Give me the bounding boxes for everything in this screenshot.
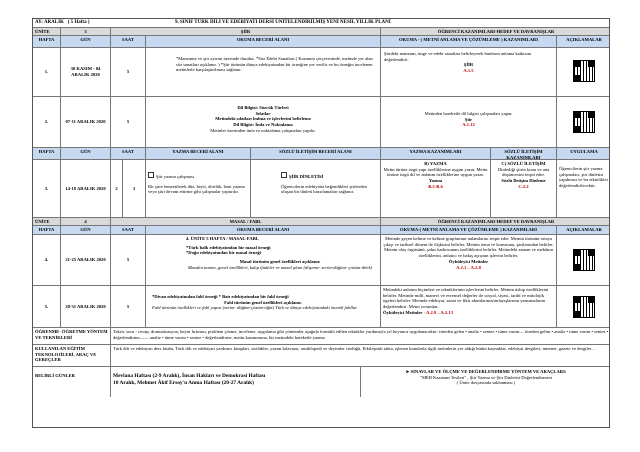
uygulama-cell: Öğrencilerin şiir yazma çalışmaları, şiir dinletisi yapılması ve bu etkinlikler değerlendirilecektir. bbox=[559, 166, 609, 189]
col-kazanim: OKUMA - ( METNİ ANLAMA VE ÇÖZÜMLEME ) KAZANIMLARI bbox=[381, 36, 557, 47]
writing-kazanim-label: Yazma bbox=[428, 178, 443, 184]
writing-text: Bir şiire benzetilerek düz, beyit, dörtlük, bent yazma veya şiiri devam ettirme gibi çalışmalar yaptırılır. bbox=[148, 183, 245, 195]
week-hours-a: 2 bbox=[115, 185, 118, 191]
reading-content bbox=[146, 97, 381, 147]
assessment-title: SINAVLAR VE ÖLÇME VE DEĞERLENDİRME YÖNTEM VE ARAÇLARI: bbox=[410, 369, 567, 374]
writing-kazanim-text: Metin türüne özgü yapı özelliklerine uygun yazar. Metin türüne özgü dil ve anlatım özelliklerine uygun yazar. bbox=[383, 166, 488, 178]
speaking-content bbox=[251, 160, 381, 217]
writing-content bbox=[146, 160, 251, 217]
unit3b-column-headers bbox=[33, 148, 609, 160]
col-hafta: HAFTA bbox=[33, 148, 61, 159]
assessment-cell bbox=[361, 367, 611, 397]
unit-intro-title: 4. ÜNİTE 5 HAFTA / MASAL-FABL bbox=[186, 236, 259, 241]
kazanim-code: A.1.12 bbox=[462, 122, 475, 128]
kazanim-text: Metinden hareketle dil bilgisi çalışmaları yapar. bbox=[424, 111, 513, 116]
tools-row bbox=[33, 345, 609, 367]
week-hours: 5 bbox=[126, 303, 130, 309]
unit-name: ŞİİR bbox=[111, 28, 381, 35]
writing-kazanim-cell bbox=[381, 160, 491, 217]
reading-line: Masal türünün genel özellikleri açıklanır. bbox=[239, 259, 321, 265]
reading-content: *Manzume ve şiir ayrımı üzerinde durulur. *Söz Edebi Sanatları ( Kazanım çerçevesinde, metinde yer alan söz sanatları açıklanır. ) *Şiir türünün dünya edebiyatından bir örneğine yer verilir ve bu örneğin incelenen metinlerle karşılaştırılması sağlanır. bbox=[146, 48, 381, 96]
qr-code-icon[interactable] bbox=[573, 249, 595, 271]
week-date: 28-31 ARALIK 2020 bbox=[65, 303, 106, 309]
week5-row bbox=[33, 286, 609, 328]
speaking-text: Öğrencilerin edebiyatta beğendikleri şiirlerden oluşan bir dinleti hazırlamaları sağlanır. bbox=[281, 183, 367, 195]
qr-code-icon[interactable] bbox=[573, 296, 595, 318]
writing-kazanim-code: B.5-B.6 bbox=[428, 183, 443, 189]
unit4-column-headers bbox=[33, 226, 609, 235]
methods-row bbox=[33, 328, 609, 345]
week3-row bbox=[33, 160, 609, 218]
week-number: 2. bbox=[44, 119, 49, 125]
reading-line: *Divan edebiyatından fabl örneği * Batı edebiyatından bir fabl örneği bbox=[152, 294, 289, 299]
month-label: AY: ARALIK bbox=[35, 20, 64, 25]
tools-text: Türk dili ve edebiyatı ders kitabı, Türk dili ve edebiyatı yardımcı kitapları, sözlükler, yazım kılavuzu, ansiklopedi ve deyimler sözlüğü, Etkileşimli tahta, işlenen konularla ilgili metinlerin yer aldığı bütün kaynaklar, edebiyat dergileri, internet, gazete ve dergiler… bbox=[113, 346, 596, 351]
qr-code-icon[interactable] bbox=[573, 111, 595, 133]
yearly-plan-sheet bbox=[32, 18, 610, 428]
unit3-column-headers bbox=[33, 36, 609, 48]
reading-line: *Doğu edebiyatından bir masal örneği bbox=[186, 250, 261, 256]
assessment-line: ( Ünite dosyasında saklanması ) bbox=[456, 380, 516, 386]
week-hours-b: 3 bbox=[132, 185, 136, 191]
kazanim-text: Metinde geçen kelime ve kelime gruplarının anlamlarını tespit eder. Metnin türünün ortaya çıkışı ve tarihsel dönem ile ilişkisini belirler. Metnin tema ve konusunu, şartlarından belirler. Metnin olay örgüsünü, şahıs kadrosunun özelliklerini belirler. Metindeki zaman ve mekânın özelliklerini, anlatıcı ve bakış açısının işlevini belirler. bbox=[383, 236, 554, 259]
col-saat: SAAT bbox=[111, 148, 146, 159]
kazanim-label: Şiir bbox=[464, 116, 473, 122]
grammar-line: Dil Bilgisi: İmla ve Noktalama bbox=[233, 122, 293, 128]
kazanim-code: A.1.5 bbox=[463, 68, 474, 74]
col-saat: SAAT bbox=[111, 226, 146, 234]
title-row bbox=[33, 19, 609, 28]
tools-label: KULLANILAN EĞİTİM TEKNOLOJİLERİ, ARAÇ VE GEREÇLER bbox=[33, 345, 111, 366]
kazanim-code: A.2.9 – A.2.13 bbox=[426, 309, 454, 315]
week-hours: 5 bbox=[126, 69, 130, 75]
col-yazma: YAZMA BECERİ ALANI bbox=[146, 148, 251, 159]
col-aciklama: AÇIKLAMALAR bbox=[566, 37, 602, 42]
week-date: 21-25 ARALIK 2020 bbox=[65, 257, 106, 263]
col-yazma-kazanim: YAZMA KAZANIMLARI bbox=[381, 148, 491, 159]
week4-row bbox=[33, 235, 609, 286]
unit-label: ÜNİTE bbox=[33, 28, 61, 35]
unit-label: ÜNİTE bbox=[33, 218, 61, 225]
week1-row bbox=[33, 48, 609, 97]
kazanim-cell bbox=[381, 97, 557, 147]
reading-line: Masalın tanımı, genel özellikleri, kalıp ifadeler ve masal planı (döşeme- serim-düğüm- çözüm-dilek) bbox=[187, 264, 373, 270]
speaking-kazanim-label: Sözlü İletişim Dinleme bbox=[501, 178, 546, 184]
week-number: 5. bbox=[44, 303, 49, 309]
kazanim-cell bbox=[381, 48, 557, 96]
col-gun: GÜN bbox=[61, 36, 111, 47]
kazanim-text: Şiirdeki manzum, imge ve edebi sanatları belirleyerek bunların anlama katkısını değerlendirir. bbox=[384, 51, 532, 62]
reading-content bbox=[146, 235, 381, 285]
methods-text: Takrir, soru - cevap, dramatizasyon, beyin fırtınası, problem çözme, inceleme, uygulama gibi yöntemler aşağıda formülü edilen teknikler yardımıyla yıl boyunca uygulanacaktır: türeden gelen • analiz • sentez • tüme varım— türeden gelim • analiz • tüme varım • sentez • değerlendirme—— analiz • tüme varım • sentez • değerlendirme, metin kazanımına, bir metindeki hareketle yazma bbox=[113, 329, 609, 340]
week-number: 4. bbox=[44, 257, 49, 263]
kazanim-text: Metindeki anlatım biçimleri ve tekniklerinin işlevlerini belirler. Metnin üslup özelliklerini belirler. Metinde milli, manevi ve evrensel değerler ile sosyal, siyasi, tarihî ve mitolojik ögeleri belirler. Metinde edebiyat, sanat ve fikir akımlarının/anlayışlarının yansımalarını değerlendirir. Metni yorumlar. bbox=[383, 287, 549, 310]
week-date: 14-18 ARALIK 2020 bbox=[65, 185, 106, 191]
reading-line: Fabl türünün genel özellikleri açıklanır. bbox=[224, 299, 302, 305]
assessment-line: "MEB Kazanım Testleri" , Şiir Yazma ve Şiir Dinletisi Değerlendirmesi bbox=[420, 374, 552, 380]
kazanim-cell: Metindeki anlatım biçimleri ve tekniklerinin işlevlerini belirler. Metnin üslup özelliklerini belirler. Metinde milli, manevi ve evrensel değerler ile sosyal, siyasi, tarihî ve mitolojik ögeleri belirler. Metinde edebiyat, sanat ve fikir akımlarının/anlayışlarının yansımalarını değerlendirir. Metni yorumlar. Öyküleyici Metinler : A.2.9 – A.2.13 bbox=[381, 286, 557, 327]
special-days-label: BELİRLİ GÜNLER bbox=[33, 367, 111, 397]
col-sozlu: SÖZLÜ İLETİŞİM BECERİ ALANI bbox=[251, 148, 381, 159]
reading-line: *Türk halk edebiyatından bir masal örneği bbox=[186, 244, 271, 250]
special-days-row bbox=[33, 367, 609, 397]
speaking-kazanim-text: Dinlediği şiirin konu ve ana düşüncesini tespit eder. bbox=[497, 166, 550, 178]
col-gun: GÜN bbox=[61, 148, 111, 159]
writing-title: Şiir yazma çalışması bbox=[156, 174, 195, 179]
qr-cell bbox=[557, 48, 611, 96]
col-okuma: OKUMA BECERİ ALANI bbox=[146, 226, 381, 234]
kazanim-header: ÖĞRENCİ KAZANIMLARI-HEDEF VE DAVRANIŞLAR bbox=[437, 29, 555, 34]
kazanim-label: ŞİİR bbox=[463, 62, 474, 68]
col-aciklama: AÇIKLAMALAR bbox=[566, 227, 602, 232]
col-okuma: OKUMA BECERİ ALANI bbox=[146, 36, 381, 47]
special-days-line: 10 Aralık, Mehmet Âkif Ersoy'u Anma Haftası (20-27 Aralık) bbox=[113, 379, 254, 386]
speaking-title: ŞİİR DİNLETİSİ bbox=[289, 174, 324, 179]
week-date: 07-11 ARALIK 2020 bbox=[65, 119, 106, 125]
arrow-icon: ➤ bbox=[405, 369, 410, 374]
qr-cell bbox=[557, 235, 611, 285]
col-uygulama: UYGULAMA bbox=[570, 149, 598, 154]
grammar-line: Sıfatlar bbox=[255, 110, 271, 116]
week-count: ( 5 Hafta ) bbox=[67, 20, 90, 25]
pencil-icon bbox=[148, 172, 154, 178]
reading-content bbox=[146, 286, 381, 327]
qr-cell bbox=[557, 97, 611, 147]
kazanim-label: Öyküleyici Metinler bbox=[448, 258, 489, 264]
kazanim-code: A.2.1 – A.2.8 bbox=[456, 264, 481, 270]
speaking-kazanim-cell bbox=[491, 160, 557, 217]
unit-number: 4 bbox=[61, 218, 111, 225]
week-number: 3. bbox=[44, 185, 49, 191]
grammar-line: Dil Bilgisi: Sözcük Türleri bbox=[237, 105, 289, 110]
week-date: 30 KASIM - 04 ARALIK 2020 bbox=[70, 66, 101, 77]
unit3-header-row bbox=[33, 28, 609, 36]
week-hours: 5 bbox=[126, 257, 130, 263]
col-kazanim: OKUMA-( METNİ ANLAMA VE ÇÖZÜMLEME ) KAZANIMLARI bbox=[381, 226, 557, 234]
qr-cell bbox=[557, 286, 611, 327]
kazanim-header: ÖĞRENCİ KAZANIMLARI-HEDEF VE DAVRANIŞLAR bbox=[437, 219, 555, 224]
week-hours: 5 bbox=[126, 119, 130, 125]
col-sozlu-kazanim: SÖZLÜ İLETİŞİM KAZANIMLARI bbox=[491, 148, 557, 159]
grammar-line: Metindeki sıfatları bulma ve işlevlerini belirleme bbox=[215, 116, 311, 122]
grammar-line: Metinler üzerinden imla ve noktalama çalışmaları yapılır. bbox=[210, 127, 316, 133]
speaking-kazanim-title: C) SÖZLÜ İLETİŞİM bbox=[501, 161, 546, 166]
unit-name: MASAL / FABL bbox=[111, 218, 381, 225]
week2-row bbox=[33, 97, 609, 148]
kazanim-label: Öyküleyici Metinler bbox=[383, 309, 423, 315]
col-saat: SAAT bbox=[111, 36, 146, 47]
microphone-icon bbox=[281, 172, 287, 178]
methods-label: ÖĞRENME- ÖĞRETME YÖNTEM VE TEKNİKLERİ bbox=[33, 328, 111, 344]
col-hafta: HAFTA bbox=[33, 36, 61, 47]
speaking-kazanim-code: C.2.2 bbox=[518, 183, 529, 189]
qr-code-icon[interactable] bbox=[573, 60, 595, 82]
week-number: 1. bbox=[44, 69, 49, 75]
special-days-text bbox=[111, 367, 361, 397]
special-days-line: Mevlana Haftası (2-9 Aralık), İnsan Hakları ve Demokrasi Haftası bbox=[113, 373, 266, 379]
kazanim-cell bbox=[381, 235, 557, 285]
unit-number: 3 bbox=[61, 28, 111, 35]
page-title: 9. SINIF TÜRK DİLİ VE EDEBİYATI DERSİ ÜNİTELENDİRİLMİŞ YENİ NESİL YILLIK PLANI bbox=[175, 20, 391, 25]
writing-kazanim-title: B) YAZMA bbox=[424, 161, 447, 166]
col-hafta: HAFTA bbox=[33, 226, 61, 234]
col-gun: GÜN bbox=[61, 226, 111, 234]
unit4-header-row bbox=[33, 218, 609, 226]
reading-line: Fabl türünün özellikleri ve fabl yapısı (serim- düğüm-çözüm-öğüt) Türk ve dünya edebiyatındaki önemli fabllar bbox=[152, 305, 358, 311]
